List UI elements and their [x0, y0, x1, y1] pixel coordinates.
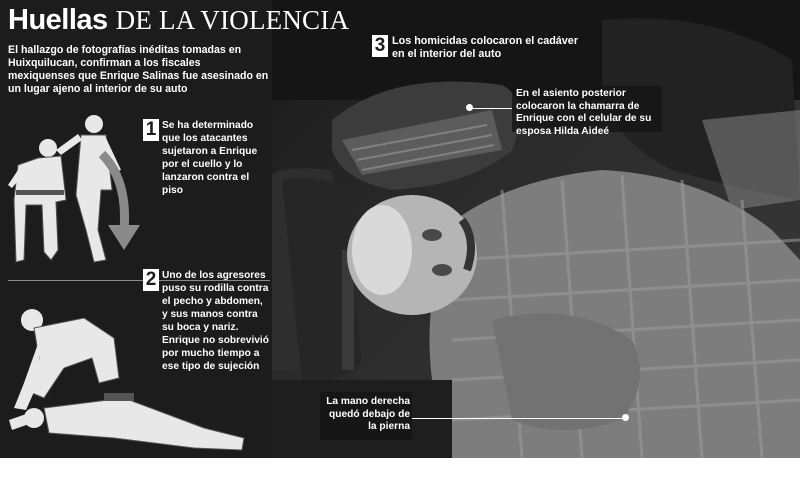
intro-text: El hallazgo de fotografías inéditas tomadas en Huixquilucan, confirman a los fiscales mexiquenses que Enrique Salinas fue asesinado en un lugar ajeno al interior de su auto	[8, 44, 269, 95]
step-2-number: 2	[143, 269, 159, 291]
page-title	[8, 4, 349, 37]
step-2-text: Uno de los agresores puso su rodilla contra el pecho y abdomen, y sus manos contra su boca y nariz. Enrique no sobrevivió por mucho tiempo a ese tipo de sujeción	[162, 270, 269, 372]
photo-illustration	[272, 0, 800, 458]
step-3-text: Los homicidas colocaron el cadáver en el interior del auto	[392, 35, 579, 60]
title-light: DE LA VIOLENCIA	[115, 5, 350, 35]
title-bold: Huellas	[8, 4, 108, 36]
crime-scene-photo	[272, 0, 800, 458]
curved-arrow-icon	[98, 150, 148, 255]
bottom-margin	[0, 458, 800, 484]
callout-pin	[466, 104, 473, 111]
step-1-text: Se ha determinado que los atacantes sujetaron a Enrique por el cuello y lo lanzaron contra el piso	[162, 120, 258, 196]
step-3-number: 3	[372, 35, 388, 57]
callout-hand-text: La mano derecha quedó debajo de la pierna	[326, 396, 410, 432]
step-1-number: 1	[143, 119, 159, 141]
callout-line	[470, 108, 512, 109]
callout-line	[412, 418, 624, 419]
callout-jacket-text: En el asiento posterior colocaron la chamarra de Enrique con el celular de su esposa Hilda Aideé	[516, 88, 652, 137]
callout-pin	[622, 414, 629, 421]
